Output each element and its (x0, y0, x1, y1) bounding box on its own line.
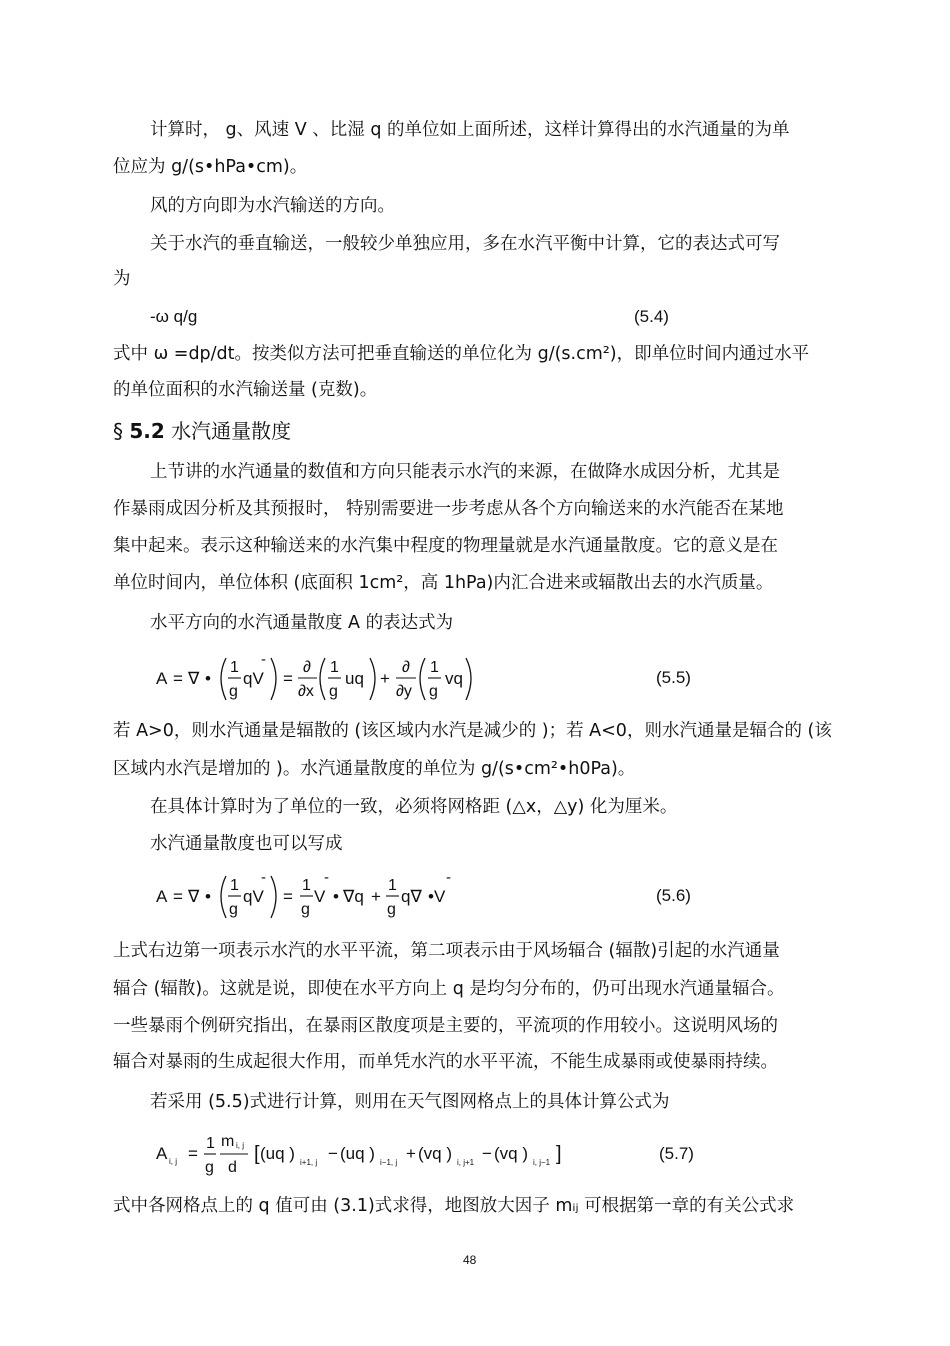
para-4-line-2: 的单位面积的水汽输送量 (克数)。 (113, 380, 378, 400)
para-1-line-1: 计算时， g、风速 V 、比湿 q 的单位如上面所述，这样计算得出的水汽通量的为单 (150, 120, 790, 140)
svg-text:1: 1 (388, 877, 397, 894)
svg-text:∇q: ∇q (343, 887, 364, 906)
page-number: 48 (463, 1253, 477, 1267)
svg-text:-: - (261, 869, 266, 886)
svg-text:=: = (188, 1144, 198, 1163)
svg-text:g: g (229, 901, 238, 918)
equation-5-6 (150, 868, 470, 924)
para-3-line-2: 为 (113, 269, 131, 289)
svg-text:i, j+1: i, j+1 (457, 1158, 475, 1167)
svg-text:=: = (173, 669, 183, 688)
svg-text:−: − (482, 1144, 492, 1163)
svg-text:A: A (156, 887, 168, 906)
svg-text:uq: uq (345, 669, 364, 688)
svg-text:1: 1 (302, 877, 311, 894)
svg-text:g: g (387, 901, 396, 918)
equation-5-5-number: (5.5) (656, 668, 691, 687)
para-3-line-1: 关于水汽的垂直输送，一般较少单独应用，多在水汽平衡中计算，它的表达式可写 (150, 234, 780, 254)
svg-text:d: d (228, 1159, 237, 1176)
para-10-line-4: 辐合对暴雨的生成起很大作用，而单凭水汽的水平平流，不能生成暴雨或使暴雨持续。 (113, 1052, 778, 1072)
svg-text:-: - (446, 869, 451, 886)
para-10-line-1: 上式右边第一项表示水汽的水平平流，第二项表示由于风场辐合 (辐散)引起的水汽通量 (113, 941, 780, 961)
svg-text:1: 1 (330, 659, 339, 676)
equation-5-4-number: (5.4) (634, 307, 669, 326)
svg-text:qV: qV (243, 887, 264, 906)
svg-text:(uq ): (uq ) (340, 1144, 375, 1163)
svg-text:g: g (205, 1159, 214, 1176)
svg-text:=: = (283, 887, 293, 906)
para-5-line-4: 单位时间内，单位体积 (底面积 1cm²，高 1hPa)内汇合进来或辐散出去的水汽质量。 (113, 573, 774, 593)
svg-text:[: [ (254, 1143, 260, 1165)
equation-5-5 (150, 650, 500, 706)
equation-5-7 (150, 1124, 570, 1180)
svg-text:∂x: ∂x (298, 683, 314, 700)
svg-text:1: 1 (206, 1135, 215, 1152)
svg-text:vq: vq (445, 669, 463, 688)
section-title: 水汽通量散度 (171, 419, 292, 443)
para-6: 水平方向的水汽通量散度 A 的表达式为 (150, 613, 454, 633)
svg-text:1: 1 (230, 659, 239, 676)
para-7-line-1: 若 A>0，则水汽通量是辐散的 (该区域内水汽是减少的 )；若 A<0，则水汽通量是辐合的 (该 (113, 721, 832, 741)
svg-text:V: V (314, 887, 326, 906)
equation-5-7-number: (5.7) (659, 1144, 694, 1163)
svg-text:=: = (173, 887, 183, 906)
svg-text:+: + (380, 669, 390, 688)
para-2: 风的方向即为水汽输送的方向。 (150, 196, 395, 216)
svg-text:i, j: i, j (236, 1141, 244, 1150)
svg-text:•: • (205, 669, 211, 688)
svg-text:(uq ): (uq ) (260, 1144, 295, 1163)
svg-text:∂y: ∂y (396, 683, 412, 700)
svg-text:i, j−1: i, j−1 (533, 1158, 551, 1167)
svg-text:]: ] (556, 1143, 562, 1165)
svg-text:1: 1 (230, 877, 239, 894)
svg-text:∇: ∇ (188, 887, 200, 906)
svg-text:+: + (371, 887, 381, 906)
svg-text:=: = (283, 669, 293, 688)
svg-text:(vq ): (vq ) (494, 1144, 528, 1163)
svg-text:g: g (429, 683, 438, 700)
section-mark: § (113, 419, 123, 443)
para-7-line-2: 区域内水汽是增加的 )。水汽通量散度的单位为 g/(s•cm²•h0Pa)。 (113, 759, 636, 779)
svg-text:i, j: i, j (169, 1157, 177, 1166)
svg-text:g: g (329, 683, 338, 700)
svg-text:-: - (324, 869, 329, 886)
svg-text:A: A (156, 669, 168, 688)
svg-text:∂: ∂ (402, 659, 410, 676)
svg-text:g: g (301, 901, 310, 918)
para-9: 水汽通量散度也可以写成 (150, 834, 343, 854)
svg-text:∇: ∇ (188, 669, 200, 688)
svg-text:i−1, j: i−1, j (380, 1158, 398, 1167)
para-5-line-3: 集中起来。表示这种输送来的水汽集中程度的物理量就是水汽通量散度。它的意义是在 (113, 536, 778, 556)
svg-text:∂: ∂ (303, 659, 311, 676)
para-5-line-2: 作暴雨成因分析及其预报时， 特别需要进一步考虑从各个方向输送来的水汽能否在某地 (113, 499, 784, 519)
svg-text:+: + (406, 1144, 416, 1163)
svg-text:q∇: q∇ (401, 887, 422, 906)
svg-text:m: m (221, 1133, 235, 1150)
svg-text:1: 1 (430, 659, 439, 676)
svg-text:•: • (205, 887, 211, 906)
para-11: 若采用 (5.5)式进行计算，则用在天气图网格点上的具体计算公式为 (150, 1092, 670, 1112)
para-10-line-3: 一些暴雨个例研究指出，在暴雨区散度项是主要的，平流项的作用较小。这说明风场的 (113, 1016, 778, 1036)
svg-text:qV: qV (243, 669, 264, 688)
svg-text:•V: •V (428, 887, 446, 906)
svg-text:•: • (333, 887, 339, 906)
para-5-line-1: 上节讲的水汽通量的数值和方向只能表示水汽的来源，在做降水成因分析，尤其是 (150, 462, 780, 482)
para-8: 在具体计算时为了单位的一致，必须将网格距 (△x，△y) 化为厘米。 (150, 797, 678, 817)
para-4-line-1: 式中 ω =dp/dt。按类似方法可把垂直输送的单位化为 g/(s.cm²)，即单位时间内通过水平 (113, 344, 810, 364)
svg-text:i+1, j: i+1, j (300, 1158, 318, 1167)
svg-text:(vq ): (vq ) (418, 1144, 452, 1163)
section-number: 5.2 (129, 419, 165, 443)
svg-text:g: g (229, 683, 238, 700)
svg-text:−: − (328, 1144, 338, 1163)
para-12: 式中各网格点上的 q 值可由 (3.1)式求得，地图放大因子 mᵢⱼ 可根据第一章的有关公式求 (113, 1196, 795, 1216)
equation-5-4: -ω q/g (150, 307, 198, 326)
equation-5-6-number: (5.6) (656, 886, 691, 905)
para-1-line-2: 位应为 g/(s•hPa•cm)。 (113, 157, 308, 177)
svg-text:-: - (261, 651, 266, 668)
section-heading (113, 417, 291, 445)
para-10-line-2: 辐合 (辐散)。这就是说，即使在水平方向上 q 是均匀分布的，仍可出现水汽通量辐合。 (113, 979, 785, 999)
svg-text:A: A (156, 1144, 168, 1163)
